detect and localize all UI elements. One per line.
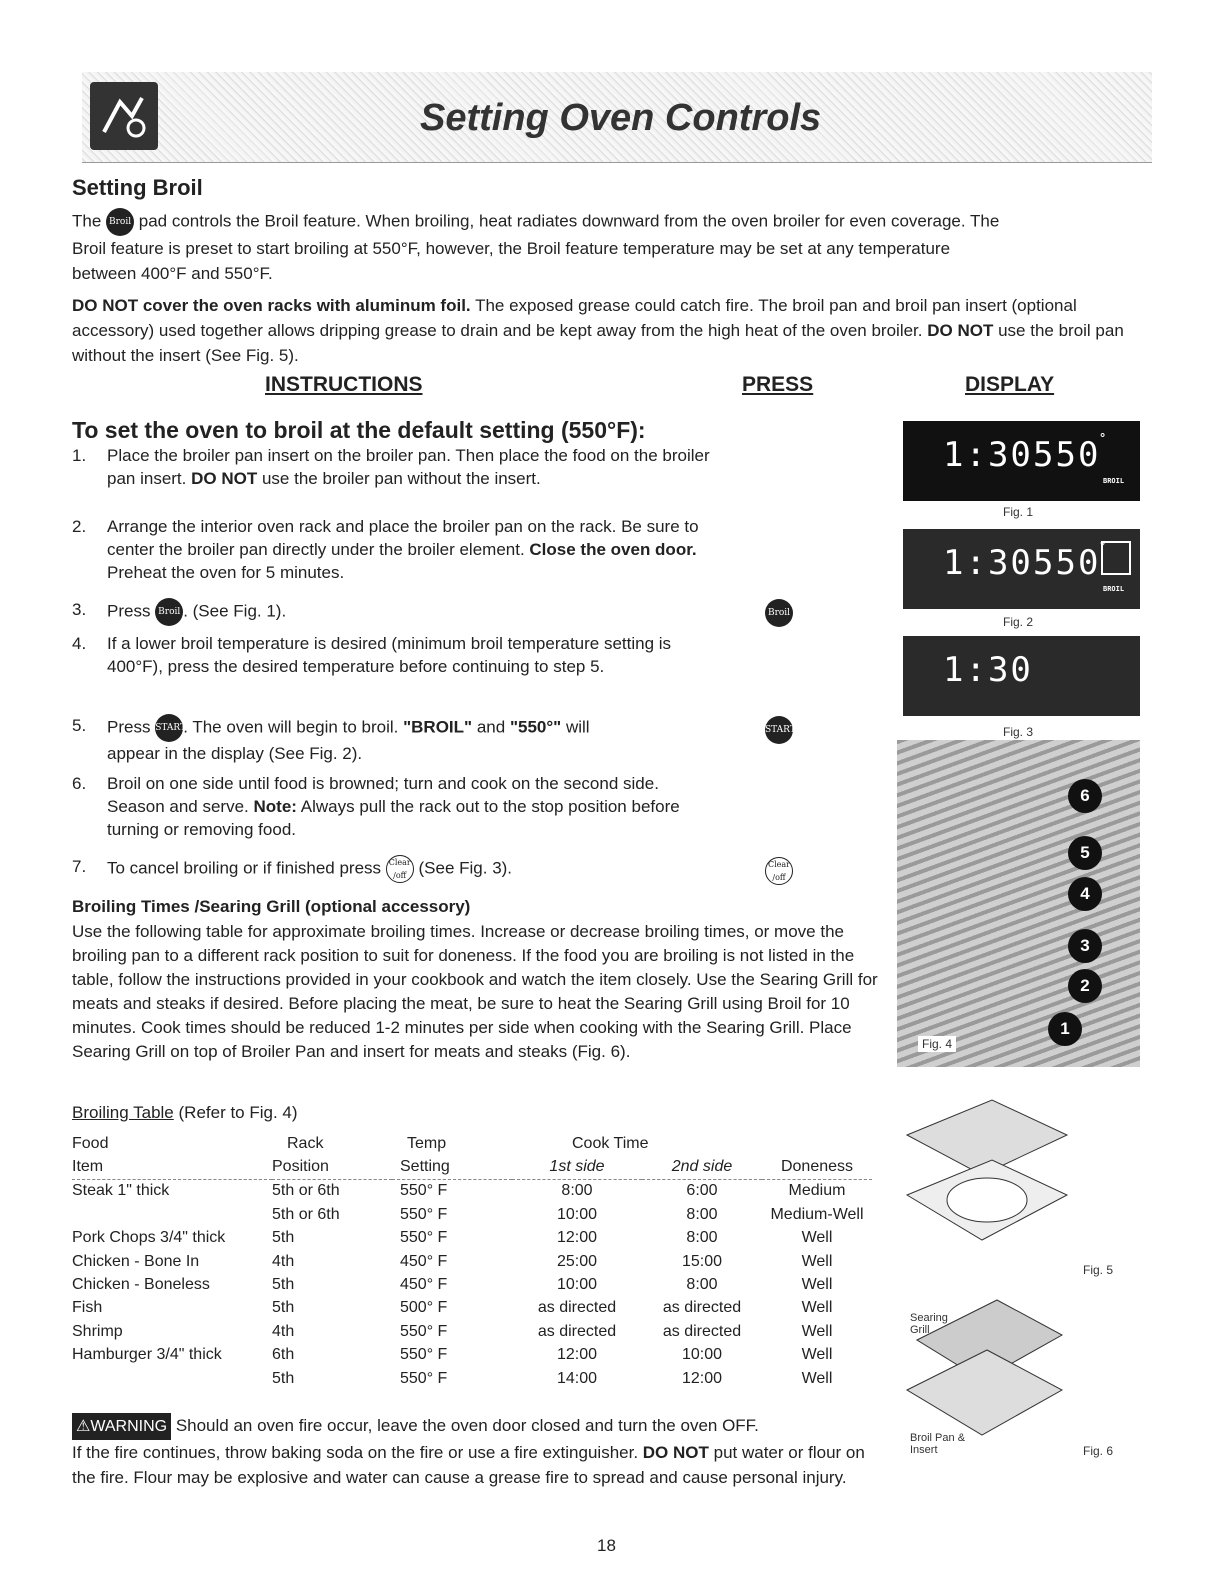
step-text: To cancel broiling or if finished press [107, 858, 382, 878]
fig6-caption: Fig. 6 [1083, 1444, 1114, 1458]
table-cell: 25:00 [556, 1252, 598, 1270]
broiling-times-title: Broiling Times /Searing Grill (optional accessory) [72, 897, 471, 916]
column-instructions: INSTRUCTIONS [265, 373, 423, 396]
table-cell: 5th [272, 1369, 295, 1387]
table-row [72, 1203, 872, 1226]
table-cell: 5th [272, 1299, 295, 1317]
display-fig2 [903, 529, 1140, 609]
table-cell: Well [801, 1252, 833, 1270]
table-cell: Chicken - Bone In [72, 1252, 200, 1270]
table-cell: Steak 1" thick [72, 1182, 170, 1200]
fig4-caption: Fig. 4 [918, 1036, 956, 1052]
intro-text: pad controls the Broil feature. When broiling, heat radiates downward from the oven broiler for even coverage. The [138, 211, 1000, 231]
bold-text: Close the oven door. [529, 540, 697, 559]
body-text: The exposed grease could catch fire. The broil pan and broil pan insert (optional accessory) used together allows dripping grease to drain and be kept away from the high heat of the oven broiler. [72, 296, 1077, 340]
header-cell: 1st side [549, 1158, 605, 1176]
display-time: 1:30 [943, 650, 1033, 690]
table-cell: 6th [272, 1346, 295, 1364]
display-degree: ° [1099, 431, 1107, 445]
bold-text: "BROIL" [403, 717, 473, 737]
header-cell: Item [72, 1158, 104, 1176]
display-time: 1:30 [943, 543, 1033, 583]
table-cell: 14:00 [556, 1369, 598, 1387]
table-cell: 5th or 6th [272, 1182, 340, 1200]
display-broil-label: BROIL [1103, 585, 1125, 593]
step-text: Broil on one side until food is browned; turn and cook on the second side. Season and serve. [107, 774, 659, 816]
table-cell: 12:00 [556, 1229, 598, 1247]
table-header-row [72, 1132, 872, 1155]
bold-text: DO NOT [642, 1443, 709, 1462]
header-cell: Setting [400, 1158, 450, 1176]
warning-badge: ⚠WARNING [72, 1413, 171, 1440]
table-cell: Well [801, 1276, 833, 1294]
page-title: Setting Oven Controls [420, 97, 822, 139]
warning-block [72, 1413, 892, 1490]
rack-position-badge: 3 [1068, 929, 1102, 963]
header-cell: 2nd side [671, 1158, 733, 1176]
broil-button-icon: Broil [106, 208, 134, 236]
warning-text: Should an oven fire occur, leave the oven door closed and turn the oven OFF. [175, 1416, 759, 1435]
table-cell: 500° F [400, 1299, 448, 1317]
table-cell: 12:00 [556, 1346, 598, 1364]
display-time: 1:30 [943, 435, 1033, 475]
step-2 [72, 515, 712, 584]
table-cell: as directed [537, 1322, 617, 1340]
fig2-caption: Fig. 2 [1003, 615, 1034, 629]
step-text: If a lower broil temperature is desired (minimum broil temperature setting is 400°F), press the desired temperature before continuing to step 5. [107, 634, 672, 676]
table-row [72, 1250, 872, 1273]
header-cell: Cook Time [572, 1134, 649, 1152]
step-text: use the broiler pan without the insert. [261, 469, 541, 488]
page-number: 18 [597, 1536, 616, 1555]
table-cell: 4th [272, 1252, 295, 1270]
table-cell: 10:00 [556, 1276, 598, 1294]
bold-text: DO NOT [191, 469, 258, 488]
broil-button-icon: Broil [155, 598, 183, 626]
table-cell: Fish [72, 1299, 103, 1317]
rack-position-badge: 4 [1068, 877, 1102, 911]
clear-off-button-icon: Clear /off [386, 855, 414, 883]
step-number: 2. [72, 517, 87, 536]
step-5 [72, 714, 712, 765]
table-cell [72, 1367, 272, 1390]
broiling-table-title-row [72, 1103, 298, 1123]
foil-warning-paragraph [72, 293, 1142, 368]
table-cell: Pork Chops 3/4" thick [72, 1229, 226, 1247]
table-cell: 550° F [400, 1182, 448, 1200]
table-cell [72, 1203, 272, 1226]
table-cell: 4th [272, 1322, 295, 1340]
display-oven-icon [1101, 541, 1131, 575]
table-cell: as directed [537, 1299, 617, 1317]
column-press: PRESS [742, 373, 814, 396]
step-text: will [565, 717, 590, 737]
table-row [72, 1367, 872, 1390]
header-cell: Position [272, 1158, 329, 1176]
step-text: Press [107, 601, 151, 621]
step-text: Place the broiler pan insert on the broiler pan. Then place the food on the broiler pan insert. [107, 446, 710, 488]
table-cell: Hamburger 3/4" thick [72, 1346, 222, 1364]
searing-grill-label: Searing Grill [910, 1312, 948, 1336]
table-header-row [72, 1155, 872, 1179]
table-cell: 550° F [400, 1369, 448, 1387]
step-number: 7. [72, 857, 87, 876]
table-row [72, 1344, 872, 1367]
intro-text: between 400°F and 550°F. [72, 264, 273, 283]
step-number: 6. [72, 774, 87, 793]
table-cell: 8:00 [686, 1205, 718, 1223]
warning-text: If the fire continues, throw baking soda on the fire or use a fire extinguisher. [72, 1443, 639, 1462]
broil-pan-insert-figure [897, 1095, 1072, 1270]
step-text: Arrange the interior oven rack and place the broiler pan on the rack. Be sure to center the broiler pan directly under the broiler element. [107, 517, 699, 559]
display-temp: 550 [1033, 543, 1101, 583]
bold-text: Note: [253, 797, 297, 816]
display-temp: 550 [1033, 435, 1101, 475]
table-cell: 450° F [400, 1252, 448, 1270]
oven-controls-icon [90, 82, 158, 150]
start-button-icon: START [155, 714, 183, 742]
step-text: Preheat the oven for 5 minutes. [107, 563, 345, 582]
broil-pan-label: Broil Pan & Insert [910, 1432, 966, 1456]
table-cell: 5th or 6th [272, 1205, 340, 1223]
fig5-caption: Fig. 5 [1083, 1263, 1114, 1277]
step-4 [72, 632, 712, 678]
table-cell: 5th [272, 1276, 295, 1294]
table-cell: Well [801, 1299, 833, 1317]
press-start-icon: START [765, 716, 793, 744]
broiling-table-ref: (Refer to Fig. 4) [178, 1103, 298, 1122]
table-cell: as directed [662, 1322, 742, 1340]
bold-text: "550°" [509, 717, 562, 737]
step-text: . The oven will begin to broil. [183, 717, 399, 737]
table-cell: Shrimp [72, 1322, 123, 1340]
table-cell: as directed [662, 1299, 742, 1317]
table-cell: 5th [272, 1229, 295, 1247]
header-cell: Food [72, 1134, 109, 1152]
table-cell: Well [801, 1369, 833, 1387]
table-cell: 550° F [400, 1229, 448, 1247]
step-text: Press [107, 717, 151, 737]
press-clear-off-icon: Clear /off [765, 857, 793, 885]
table-row [72, 1273, 872, 1296]
display-fig1 [903, 421, 1140, 501]
display-broil-label: BROIL [1103, 477, 1125, 485]
table-cell: Medium [788, 1182, 846, 1200]
table-cell: 550° F [400, 1205, 448, 1223]
step-1 [72, 444, 712, 490]
step-7 [72, 855, 712, 883]
broiling-times-text: Use the following table for approximate broiling times. Increase or decrease broiling times, or move the broiling pan to a different rack position to suit for doneness. If the food you are broiling is not listed in the table, follow the instructions provided in your cookbook and watch the item closely. Use the Searing Grill for meats and steaks if desired. Before placing the meat, be sure to heat the Searing Grill using Broil for 10 minutes. Cook times should be reduced 1-2 minutes per side when cooking with the Searing Grill. Place Searing Grill on top of Broiler Pan and insert for meats and steaks (Fig. 6). [72, 922, 878, 1061]
broiling-table [72, 1132, 872, 1390]
press-broil-icon: Broil [765, 599, 793, 627]
header-cell: Temp [407, 1134, 447, 1152]
step-number: 3. [72, 600, 87, 619]
step-text: Always pull the rack out to the stop position before turning or removing food. [107, 797, 680, 839]
table-cell: Well [801, 1322, 833, 1340]
display-degree: ° [1099, 539, 1107, 553]
bold-text: DO NOT [927, 321, 994, 340]
step-6 [72, 772, 712, 841]
intro-paragraph [72, 208, 1152, 286]
table-cell: Well [801, 1346, 833, 1364]
body-text: use the broil pan without the insert (See Fig. 5). [72, 321, 1124, 365]
table-cell: 450° F [400, 1276, 448, 1294]
table-cell: 15:00 [681, 1252, 723, 1270]
table-row [72, 1297, 872, 1320]
fig1-caption: Fig. 1 [1003, 505, 1034, 519]
step-text: appear in the display (See Fig. 2). [107, 744, 363, 763]
bold-text: DO NOT cover the oven racks with aluminum foil. [72, 296, 471, 315]
table-cell: 8:00 [686, 1276, 718, 1294]
table-row [72, 1320, 872, 1343]
table-row [72, 1227, 872, 1250]
column-display: DISPLAY [965, 373, 1055, 396]
table-cell: 12:00 [681, 1369, 723, 1387]
step-3 [72, 598, 712, 626]
section-title: Setting Broil [72, 175, 203, 200]
table-row [72, 1179, 872, 1203]
display-fig3 [903, 636, 1140, 716]
table-cell: Medium-Well [770, 1205, 864, 1223]
table-cell: Well [801, 1229, 833, 1247]
oven-rack-figure [897, 740, 1140, 1067]
warning-text: put water or flour on the fire. Flour may be explosive and water can cause a grease fire to spread and cause personal injury. [72, 1443, 865, 1487]
rack-position-badge: 6 [1068, 779, 1102, 813]
step-number: 1. [72, 446, 87, 465]
step-text: and [476, 717, 506, 737]
table-cell: 550° F [400, 1322, 448, 1340]
table-cell: 6:00 [686, 1182, 718, 1200]
table-cell: 10:00 [556, 1205, 598, 1223]
header-cell: Rack [287, 1134, 324, 1152]
table-cell: 550° F [400, 1346, 448, 1364]
step-text: . (See Fig. 1). [183, 601, 287, 621]
broil-default-subtitle: To set the oven to broil at the default setting (550°F): [72, 417, 646, 443]
table-cell: Chicken - Boneless [72, 1276, 210, 1294]
table-cell: 8:00 [561, 1182, 593, 1200]
rack-position-badge: 5 [1068, 836, 1102, 870]
warning-badge-text: WARNING [90, 1418, 168, 1435]
step-text: (See Fig. 3). [418, 858, 513, 878]
rack-position-badge: 2 [1068, 969, 1102, 1003]
header-cell: Doneness [780, 1158, 854, 1176]
table-cell: 8:00 [686, 1229, 718, 1247]
broiling-table-title: Broiling Table [72, 1103, 174, 1122]
fig3-caption: Fig. 3 [1003, 725, 1034, 739]
rack-position-badge: 1 [1048, 1012, 1082, 1046]
step-number: 5. [72, 716, 87, 735]
table-cell: 10:00 [681, 1346, 723, 1364]
step-number: 4. [72, 634, 87, 653]
intro-text: The [72, 211, 102, 231]
intro-text: Broil feature is preset to start broiling at 550°F, however, the Broil feature temperature may be set at any temperature [72, 239, 951, 258]
